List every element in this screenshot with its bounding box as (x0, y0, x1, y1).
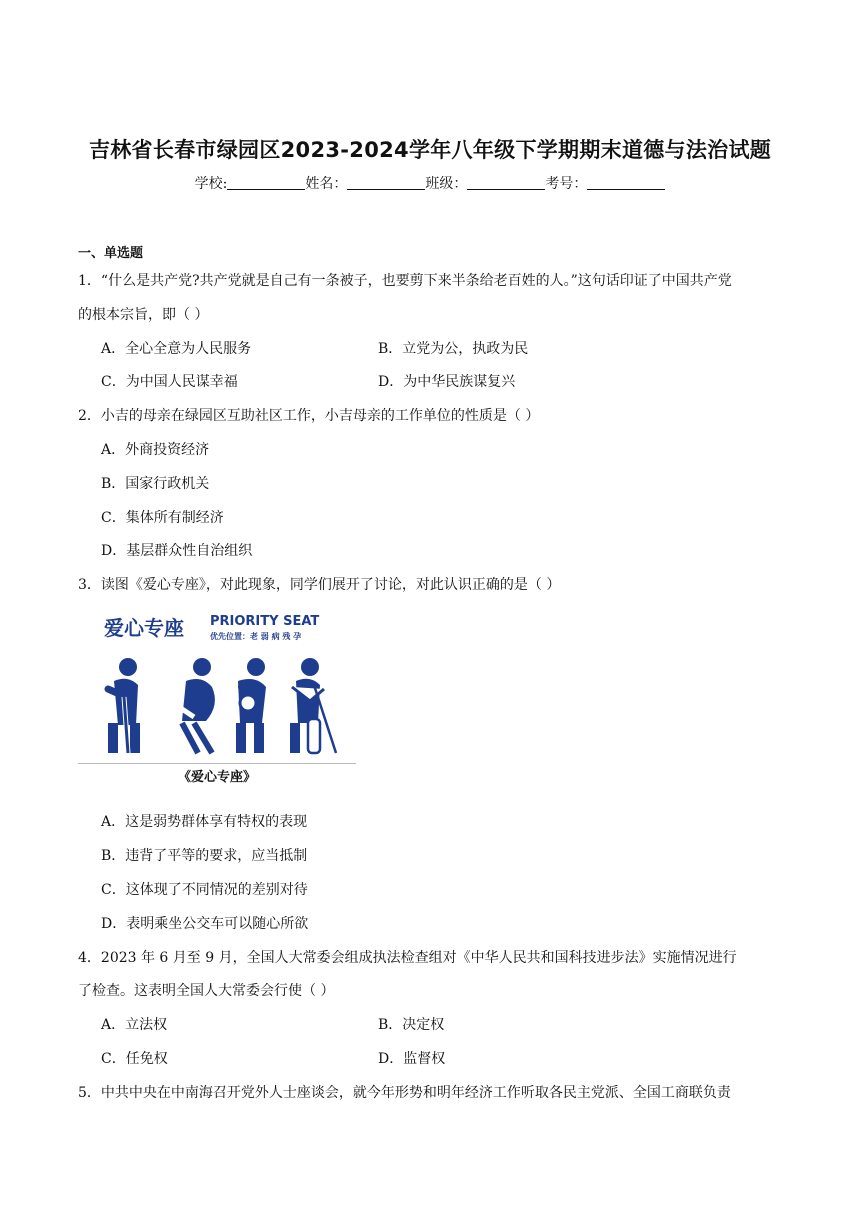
q1-option-a[interactable]: A．全心全意为人民服务 (101, 341, 252, 357)
q5-stem-line1: 5．中共中央在中南海召开党外人士座谈会，就今年形势和明年经济工作听取各民主党派、全国工商联负责 (78, 1085, 731, 1101)
q4-option-a[interactable]: A．立法权 (101, 1017, 168, 1033)
q1-stem-line1: 1．“什么是共产党?共产党就是自己有一条被子，也要剪下来半条给老百姓的人。”这句话印证了中国共产党 (78, 273, 732, 289)
q1-option-b[interactable]: B．立党为公，执政为民 (378, 341, 529, 357)
student-info-line (0, 173, 860, 193)
q1-option-c[interactable]: C．为中国人民谋幸福 (101, 374, 238, 390)
priority-seat-figure (78, 605, 356, 785)
figure-divider (78, 763, 356, 764)
q4-option-c[interactable]: C．任免权 (101, 1051, 168, 1067)
exam-no-label: 考号： (545, 176, 588, 192)
injured-person-icon (290, 658, 336, 753)
q3-stem: 3．读图《爱心专座》，对此现象，同学们展开了讨论，对此认识正确的是（ ） (78, 577, 561, 593)
name-label: 姓名： (305, 176, 348, 192)
q1-stem-line2: 的根本宗旨，即（ ） (78, 307, 209, 323)
q3-option-a[interactable]: A．这是弱势群体享有特权的表现 (101, 814, 308, 830)
q4-option-b[interactable]: B．决定权 (378, 1017, 445, 1033)
priority-seat-sign (78, 605, 356, 765)
q2-option-a[interactable]: A．外商投资经济 (101, 442, 210, 458)
sign-english-text: PRIORITY SEAT (210, 614, 320, 629)
parent-with-child-icon (236, 658, 266, 753)
q4-option-d[interactable]: D．监督权 (378, 1051, 446, 1067)
q2-stem: 2．小吉的母亲在绿园区互助社区工作，小吉母亲的工作单位的性质是（ ） (78, 408, 540, 424)
page-title: 吉林省长春市绿园区2023-2024学年八年级下学期期末道德与法治试题 (88, 138, 772, 162)
class-blank[interactable] (467, 175, 545, 190)
section-heading: 一、单选题 (78, 246, 144, 261)
school-blank[interactable] (227, 175, 305, 190)
sign-chinese-text: 爱心专座 (104, 616, 184, 640)
school-label: 学校: (194, 176, 228, 192)
name-blank[interactable] (347, 175, 425, 190)
elderly-person-icon (108, 658, 140, 753)
q3-option-d[interactable]: D．表明乘坐公交车可以随心所欲 (101, 916, 309, 932)
exam-no-blank[interactable] (587, 175, 665, 190)
pregnant-person-icon (176, 658, 215, 753)
q4-stem-line2: 了检查。这表明全国人大常委会行使（ ） (78, 983, 335, 999)
q4-stem-line1: 4．2023 年 6 月至 9 月，全国人大常委会组成执法检查组对《中华人民共和国科技进步法》实施情况进行 (78, 950, 737, 966)
q2-option-d[interactable]: D．基层群众性自治组织 (101, 543, 253, 559)
q3-option-c[interactable]: C．这体现了不同情况的差别对待 (101, 882, 308, 898)
class-label: 班级： (425, 176, 468, 192)
q2-option-c[interactable]: C．集体所有制经济 (101, 510, 224, 526)
q3-option-b[interactable]: B．违背了平等的要求，应当抵制 (101, 848, 308, 864)
q2-option-b[interactable]: B．国家行政机关 (101, 476, 210, 492)
sign-subtitle-text: 优先位置：老 弱 病 残 孕 (210, 632, 302, 641)
figure-caption: 《爱心专座》 (177, 770, 256, 785)
q1-option-d[interactable]: D．为中华民族谋复兴 (378, 374, 516, 390)
